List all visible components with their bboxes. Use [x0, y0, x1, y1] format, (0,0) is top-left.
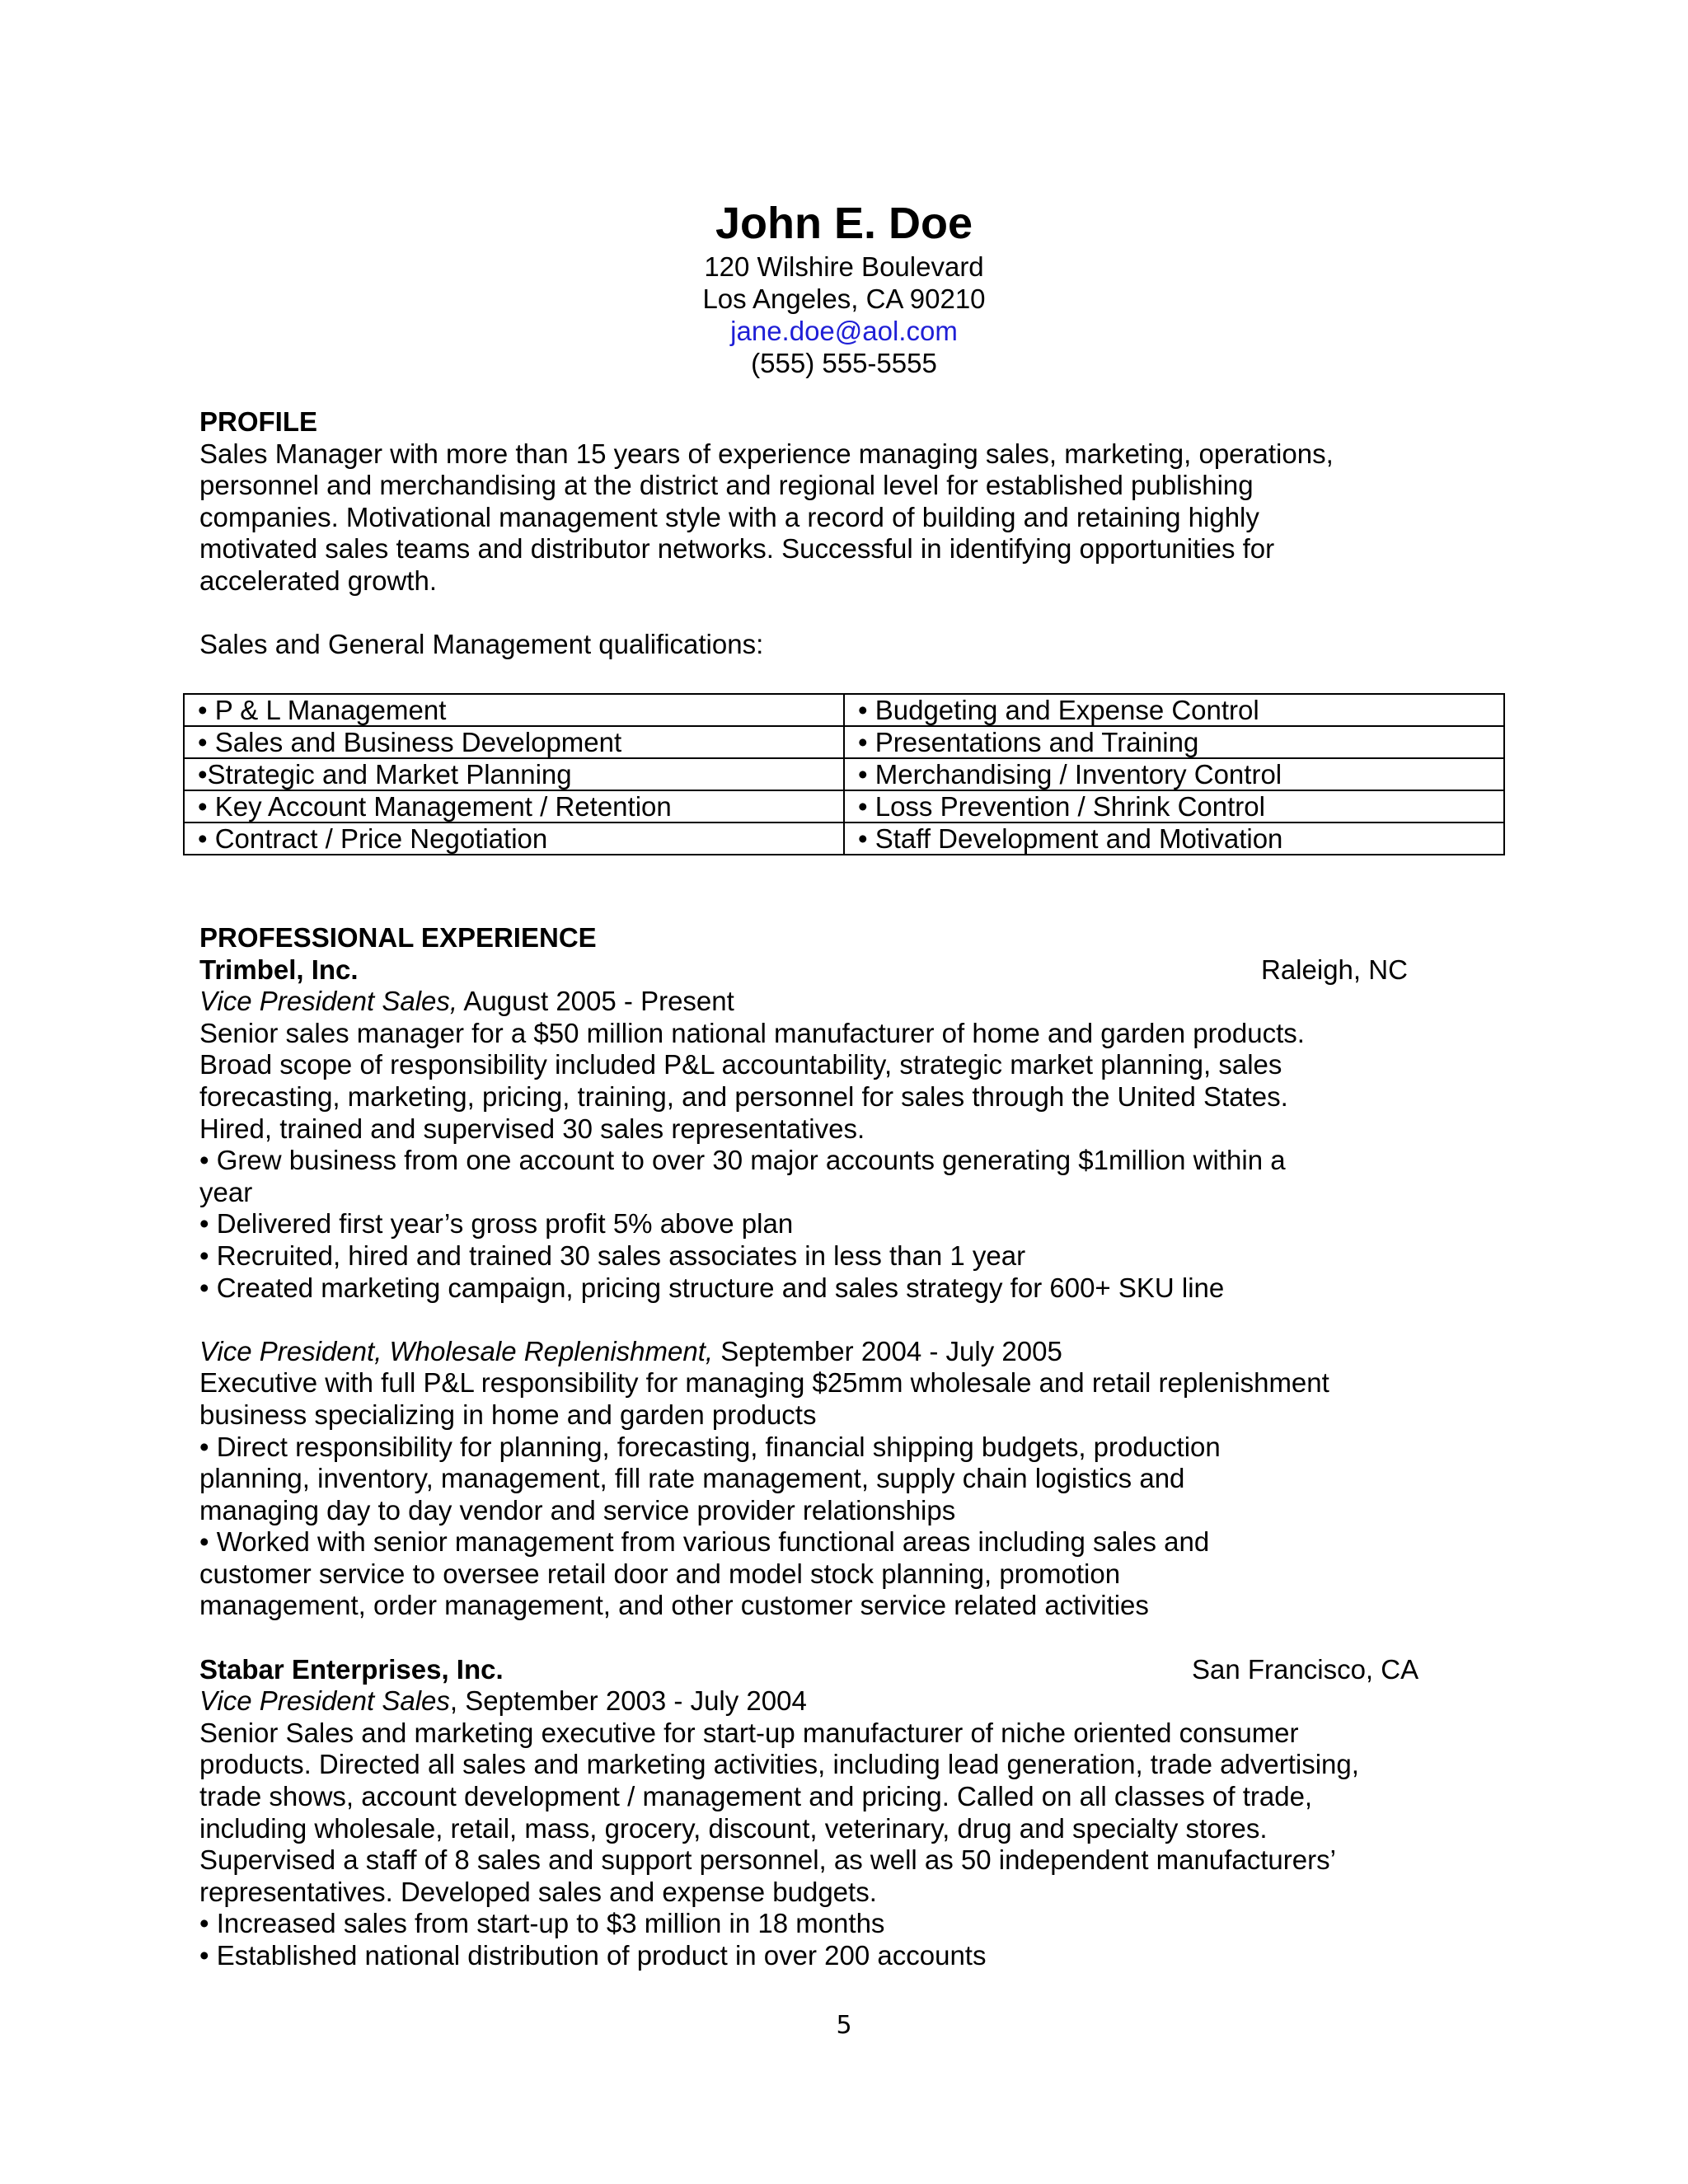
contact-header: [0, 196, 1688, 379]
qualification-cell: • Presentations and Training: [844, 726, 1504, 758]
page-number: 5: [836, 2011, 852, 2040]
experience-line: representatives. Developed sales and expense budgets.: [199, 1876, 877, 1907]
experience-line: • Direct responsibility for planning, forecasting, financial shipping budgets, production: [199, 1431, 1221, 1462]
experience-line: Executive with full P&L responsibility for managing $25mm wholesale and retail replenishment: [199, 1367, 1329, 1399]
experience-line: • Increased sales from start-up to $3 million in 18 months: [199, 1908, 885, 1939]
profile-line: motivated sales teams and distributor networks. Successful in identifying opportunities for: [199, 533, 1275, 565]
qualification-cell: • Merchandising / Inventory Control: [844, 758, 1504, 790]
employer-name: Stabar Enterprises, Inc.: [199, 1653, 504, 1685]
experience-line: planning, inventory, management, fill rate management, supply chain logistics and: [199, 1463, 1185, 1494]
table-row: [184, 790, 1504, 823]
qualification-cell: • Key Account Management / Retention: [184, 790, 844, 823]
role-dates: August 2005 - Present: [457, 986, 734, 1017]
experience-section: [199, 922, 1452, 1972]
qualification-cell: • Budgeting and Expense Control: [844, 694, 1504, 726]
role-title: Vice President, Wholesale Replenishment,: [199, 1335, 714, 1366]
role-title-line: [199, 1685, 1452, 1718]
experience-line: Senior Sales and marketing executive for start-up manufacturer of niche oriented consumer: [199, 1717, 1299, 1748]
employer-location: San Francisco, CA: [1192, 1653, 1419, 1685]
street-address: 120 Wilshire Boulevard: [704, 251, 984, 282]
role-dates: September 2004 - July 2005: [713, 1335, 1062, 1366]
experience-line: including wholesale, retail, mass, grocery, discount, veterinary, drug and specialty stores.: [199, 1812, 1268, 1844]
qualification-cell: • Sales and Business Development: [184, 726, 844, 758]
city-state-zip: Los Angeles, CA 90210: [702, 284, 986, 314]
experience-line: forecasting, marketing, pricing, training, and personnel for sales through the United States.: [199, 1080, 1288, 1112]
experience-line: Hired, trained and supervised 30 sales representatives.: [199, 1113, 865, 1144]
qualification-cell: •Strategic and Market Planning: [184, 758, 844, 790]
table-row: [184, 726, 1504, 758]
email-link[interactable]: jane.doe@aol.com: [730, 316, 958, 346]
table-row: [184, 694, 1504, 726]
qualifications-table: [183, 693, 1505, 855]
qualification-cell: • Staff Development and Motivation: [844, 823, 1504, 855]
experience-line: • Grew business from one account to over 30 major accounts generating $1million within a: [199, 1145, 1286, 1176]
profile-line: personnel and merchandising at the district and regional level for established publishing: [199, 470, 1254, 501]
qualifications-intro: Sales and General Management qualifications:: [199, 629, 764, 660]
qualification-cell: • P & L Management: [184, 694, 844, 726]
phone-number: (555) 555-5555: [751, 348, 937, 378]
experience-line: products. Directed all sales and marketing activities, including lead generation, trade advertising,: [199, 1749, 1359, 1780]
experience-line: business specializing in home and garden products: [199, 1399, 817, 1430]
profile-line: companies. Motivational management style with a record of building and retaining highly: [199, 501, 1259, 532]
role-title-line: [199, 986, 1452, 1018]
employer-name: Trimbel, Inc.: [199, 954, 359, 985]
experience-line: Broad scope of responsibility included P&L accountability, strategic market planning, sales: [199, 1049, 1282, 1080]
role-title-line: [199, 1336, 1452, 1368]
experience-heading: PROFESSIONAL EXPERIENCE: [199, 922, 597, 953]
experience-line: year: [199, 1176, 253, 1207]
table-row: [184, 823, 1504, 855]
role-title: Vice President Sales,: [199, 986, 458, 1017]
table-row: [184, 758, 1504, 790]
profile-line: accelerated growth.: [199, 565, 437, 596]
experience-line: Senior sales manager for a $50 million national manufacturer of home and garden products.: [199, 1017, 1305, 1048]
profile-section: [199, 406, 1452, 661]
experience-line: management, order management, and other customer service related activities: [199, 1590, 1149, 1621]
experience-line: managing day to day vendor and service provider relationships: [199, 1494, 956, 1526]
profile-heading: PROFILE: [199, 406, 318, 437]
role-dates: , September 2003 - July 2004: [449, 1685, 807, 1717]
qualification-cell: • Contract / Price Negotiation: [184, 823, 844, 855]
profile-line: Sales Manager with more than 15 years of experience managing sales, marketing, operations,: [199, 438, 1334, 469]
experience-line: • Recruited, hired and trained 30 sales associates in less than 1 year: [199, 1240, 1026, 1271]
qualification-cell: • Loss Prevention / Shrink Control: [844, 790, 1504, 823]
experience-line: Supervised a staff of 8 sales and support personnel, as well as 50 independent manufacturers’: [199, 1844, 1336, 1876]
experience-line: • Worked with senior management from various functional areas including sales and: [199, 1526, 1210, 1558]
employer-location: Raleigh, NC: [1261, 954, 1408, 985]
experience-line: • Created marketing campaign, pricing structure and sales strategy for 600+ SKU line: [199, 1272, 1225, 1303]
employer-row: [199, 954, 1452, 987]
experience-line: • Delivered first year’s gross profit 5% above plan: [199, 1208, 794, 1240]
employer-row: [199, 1654, 1452, 1686]
experience-line: trade shows, account development / management and pricing. Called on all classes of trade,: [199, 1781, 1313, 1812]
applicant-name: John E. Doe: [715, 199, 973, 248]
role-title: Vice President Sales: [199, 1685, 450, 1717]
experience-line: • Established national distribution of product in over 200 accounts: [199, 1940, 987, 1971]
experience-line: customer service to oversee retail door and model stock planning, promotion: [199, 1558, 1121, 1589]
